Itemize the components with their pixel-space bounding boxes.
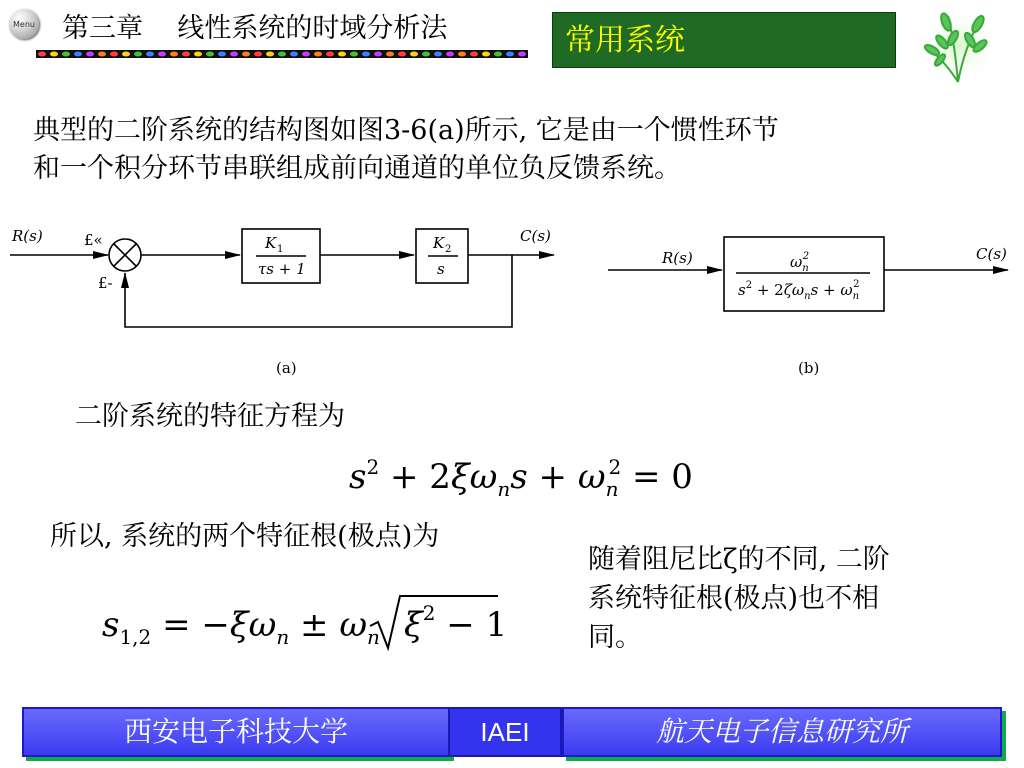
- rule-dot: [350, 52, 358, 57]
- svg-text:ξ2 − 1: $\xi^2 - 1$: [404, 601, 508, 645]
- decorative-dotted-rule: [36, 50, 528, 58]
- footer-iaei: IAEI: [448, 707, 562, 757]
- rule-dot: [38, 52, 46, 57]
- rule-dot: [158, 52, 166, 57]
- rule-dot: [494, 52, 502, 57]
- note-line-1: 随着阻尼比ζ的不同, 二阶: [588, 544, 890, 575]
- minus-sign: £-: [98, 274, 113, 292]
- note-line-3: 同。: [588, 622, 642, 653]
- diagram-a-caption: (a): [276, 359, 297, 377]
- block2-numerator-sub: 2: [445, 244, 452, 255]
- intro-paragraph: [33, 112, 973, 188]
- rule-dot: [290, 52, 298, 57]
- rule-dot: [206, 52, 214, 57]
- rule-dot: [362, 52, 370, 57]
- rule-dot: [182, 52, 190, 57]
- svg-text:s1,2 = −ξωn ± ωn: $s_{1,2} = -\xi\omega_n \pm \omega_n$: [102, 605, 380, 649]
- footer-university: 西安电子科技大学: [22, 707, 450, 757]
- rule-dot: [230, 52, 238, 57]
- section-badge: 常用系统: [552, 12, 896, 68]
- svg-text:s2 + 2ζωns + ωn2: $s^2 + 2\zeta\omega_ns + \omega_n2$: [738, 279, 860, 302]
- rule-dot: [218, 52, 226, 57]
- intro-line-2: 和一个积分环节串联组成前向通道的单位负反馈系统。: [33, 153, 681, 184]
- rule-dot: [518, 52, 526, 57]
- rule-dot: [146, 52, 154, 57]
- plus-sign: £«: [84, 231, 103, 249]
- rule-dot: [434, 52, 442, 57]
- block1-numerator: K: [265, 234, 277, 252]
- menu-label: Menu: [13, 19, 35, 29]
- rule-dot: [98, 52, 106, 57]
- rule-dot: [374, 52, 382, 57]
- block1-denominator: τs + 1: [258, 260, 306, 278]
- rule-dot: [110, 52, 118, 57]
- rule-dot: [410, 52, 418, 57]
- rule-dot: [482, 52, 490, 57]
- footer-institute: 航天电子信息研究所: [562, 707, 1002, 757]
- rule-dot: [338, 52, 346, 57]
- rule-dot: [506, 52, 514, 57]
- block-diagram-figure: [0, 215, 1024, 385]
- diagram-b-output-label: C(s): [976, 245, 1007, 263]
- svg-text:ωn2: $\omega_n2$: [790, 251, 810, 274]
- rule-dot: [50, 52, 58, 57]
- rule-dot: [398, 52, 406, 57]
- rule-dot: [470, 52, 478, 57]
- rule-dot: [74, 52, 82, 57]
- damping-note: [588, 540, 968, 657]
- diagram-a-output-label: C(s): [520, 227, 551, 245]
- diagram-a-input-label: R(s): [12, 227, 43, 245]
- feedback-path: [125, 255, 512, 327]
- rule-dot: [170, 52, 178, 57]
- rule-dot: [266, 52, 274, 57]
- characteristic-equation-label: 二阶系统的特征方程为: [75, 401, 345, 432]
- intro-line-1: 典型的二阶系统的结构图如图3-6(a)所示, 它是由一个惯性环节: [33, 115, 779, 146]
- roots-label: 所以, 系统的两个特征根(极点)为: [50, 521, 440, 552]
- rule-dot: [62, 52, 70, 57]
- rule-dot: [386, 52, 394, 57]
- rule-dot: [242, 52, 250, 57]
- rule-dot: [314, 52, 322, 57]
- block1-numerator-sub: 1: [277, 244, 284, 255]
- note-line-2: 系统特征根(极点)也不相: [588, 583, 880, 614]
- svg-text:s2 + 2ξωns + ωn2 = 0: $s^2 + 2\xi\omega_ns + \omega_n2 = 0$: [349, 455, 693, 501]
- rule-dot: [422, 52, 430, 57]
- block2-numerator: K: [433, 234, 445, 252]
- block2-denominator: s: [437, 260, 445, 278]
- rule-dot: [446, 52, 454, 57]
- rule-dot: [326, 52, 334, 57]
- rule-dot: [134, 52, 142, 57]
- diagram-b-input-label: R(s): [662, 249, 693, 267]
- rule-dot: [302, 52, 310, 57]
- chapter-title: 第三章 线性系统的时域分析法: [62, 13, 448, 44]
- diagram-b-transfer-function: [738, 251, 859, 302]
- rule-dot: [122, 52, 130, 57]
- rule-dot: [194, 52, 202, 57]
- rule-dot: [458, 52, 466, 57]
- roots-equation: [100, 580, 508, 660]
- rule-dot: [86, 52, 94, 57]
- menu-button[interactable]: [9, 9, 39, 39]
- diagram-b-caption: (b): [798, 359, 820, 377]
- characteristic-equation: [345, 450, 693, 502]
- rule-dot: [254, 52, 262, 57]
- plant-logo-icon: [918, 6, 1000, 86]
- rule-dot: [278, 52, 286, 57]
